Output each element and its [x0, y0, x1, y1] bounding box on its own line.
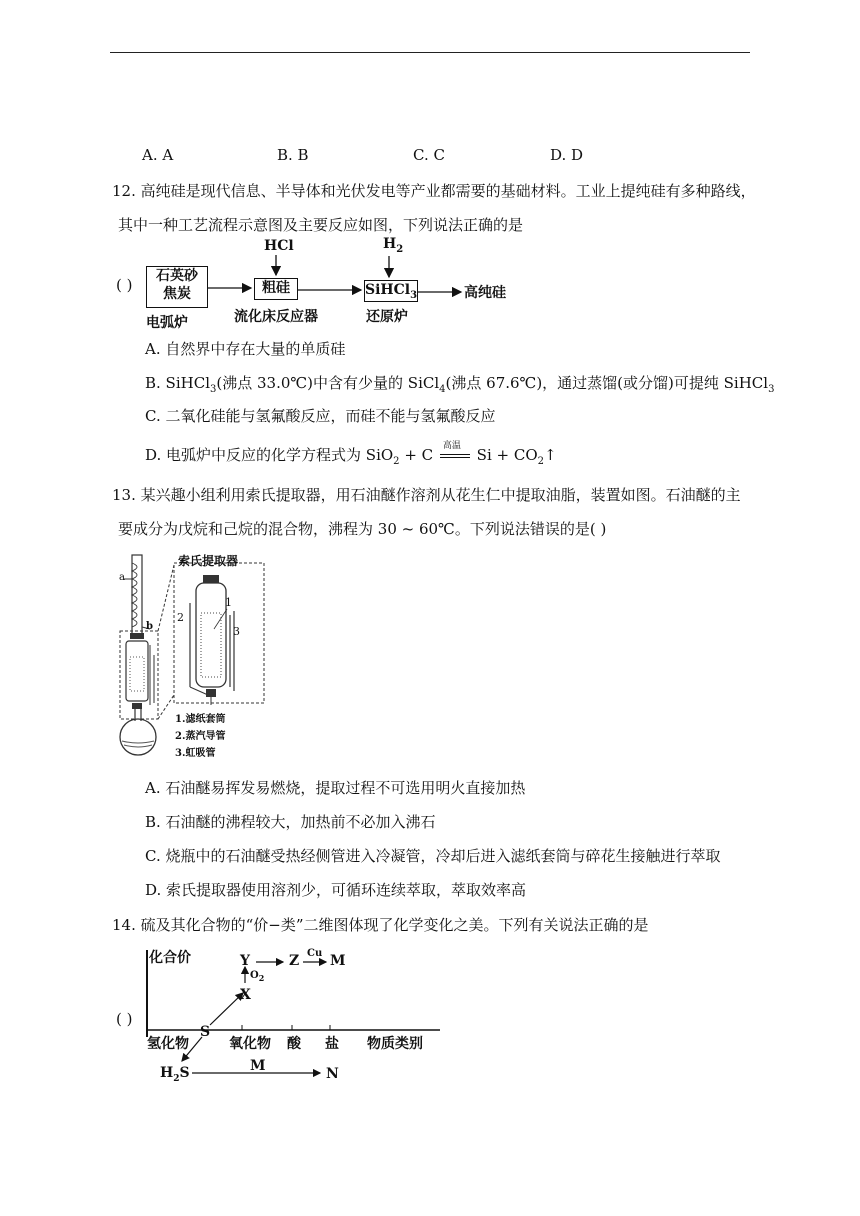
x-axis-label: 物质类别 [367, 1036, 423, 1052]
legend-siphon-tube: 3.虹吸管 [175, 748, 216, 759]
label-2: 2 [177, 611, 184, 624]
label-3: 3 [233, 625, 240, 638]
q11-option-a[interactable]: A. A [142, 146, 174, 164]
x-cat-oxide: 氧化物 [229, 1036, 271, 1052]
q11-option-d[interactable]: D. D [550, 146, 584, 164]
x-cat-salt: 盐 [325, 1036, 339, 1052]
q12-flow-arrows [0, 0, 860, 340]
node-z: Z [289, 953, 300, 969]
node-n: N [326, 1066, 339, 1082]
q12-option-b[interactable]: B. SiHCl$_3$(沸点 33.0℃)中含有少量的 SiCl$_4$(沸点 67.6℃)，通过蒸馏(或分馏)可提纯 SiHCl$_3$ [145, 374, 775, 395]
q13-option-a[interactable]: A. 石油醚易挥发易燃烧，提取过程不可选用明火直接加热 [145, 779, 526, 797]
q13-option-d[interactable]: D. 索氏提取器使用溶剂少，可循环连续萃取，萃取效率高 [145, 881, 527, 899]
reagent-cu: Cu [307, 948, 323, 959]
q12-stem-line1: 12. 高纯硅是现代信息、半导体和光伏发电等产业都需要的基础材料。工业上提纯硅有多种路线， [112, 182, 756, 200]
reduction-furnace-label: 还原炉 [366, 309, 408, 325]
soxhlet-title: 索氏提取器 [178, 554, 239, 568]
reagent-o2: $O_2$ [250, 970, 265, 983]
reagent-m-bottom: M [250, 1058, 266, 1074]
input-quartz-sand: 石英砂 [156, 268, 198, 284]
q13-stem-line2: 要成分为戊烷和己烷的混合物，沸程为 30 ~ 60℃。下列说法错误的是( ) [118, 520, 607, 538]
arc-furnace-label: 电弧炉 [146, 315, 188, 331]
label-1: 1 [225, 596, 232, 609]
sihcl3-box: SiHCl$_3$ [365, 282, 418, 301]
reagent-hcl: HCl [264, 238, 294, 254]
node-y: Y [240, 953, 250, 969]
fluidized-bed-label: 流化床反应器 [234, 309, 318, 325]
legend-filter-thimble: 1.滤纸套筒 [175, 714, 226, 725]
node-m-top: M [330, 953, 346, 969]
q13-option-b[interactable]: B. 石油醚的沸程较大，加热前不必加入沸石 [145, 813, 436, 831]
q12-option-a[interactable]: A. 自然界中存在大量的单质硅 [145, 340, 346, 358]
q13-option-c[interactable]: C. 烧瓶中的石油醚受热经侧管进入冷凝管，冷却后进入滤纸套筒与碎花生接触进行萃取 [145, 847, 721, 865]
q12-stem-line2: 其中一种工艺流程示意图及主要反应如图，下列说法正确的是 [118, 216, 524, 234]
legend-vapor-tube: 2.蒸汽导管 [175, 731, 226, 742]
x-cat-hydride: 氢化物 [147, 1036, 189, 1052]
q14-paren: ( ) [116, 1010, 133, 1028]
reagent-h2: $H_2$ [383, 236, 404, 255]
q12-option-c[interactable]: C. 二氧化硅能与氢氟酸反应，而硅不能与氢氟酸反应 [145, 407, 496, 425]
input-coke: 焦炭 [163, 286, 191, 302]
q11-option-c[interactable]: C. C [413, 146, 445, 164]
q13-stem-line1: 13. 某兴趣小组利用索氏提取器，用石油醚作溶剂从花生仁中提取油脂，装置如图。石油醚的主 [112, 486, 741, 504]
high-temp-condition: 高温 [442, 441, 461, 451]
q12-paren: ( ) [116, 276, 133, 294]
y-axis-label: 化合价 [149, 950, 191, 966]
node-h2s: $H_2S$ [160, 1065, 190, 1084]
node-s: S [200, 1024, 211, 1040]
q12-option-d[interactable]: D. 电弧炉中反应的化学方程式为 SiO$_2$ + C 高温 $Si + CO_2↑$ [145, 444, 557, 467]
crude-silicon: 粗硅 [262, 280, 290, 296]
label-b: b [146, 621, 153, 632]
q14-stem: 14. 硫及其化合物的“价−类”二维图体现了化学变化之美。下列有关说法正确的是 [112, 916, 649, 934]
q11-option-b[interactable]: B. B [277, 146, 309, 164]
label-a: a [119, 572, 125, 583]
high-purity-silicon: 高纯硅 [464, 285, 506, 301]
x-cat-acid: 酸 [287, 1036, 301, 1052]
node-x: X [240, 987, 251, 1003]
